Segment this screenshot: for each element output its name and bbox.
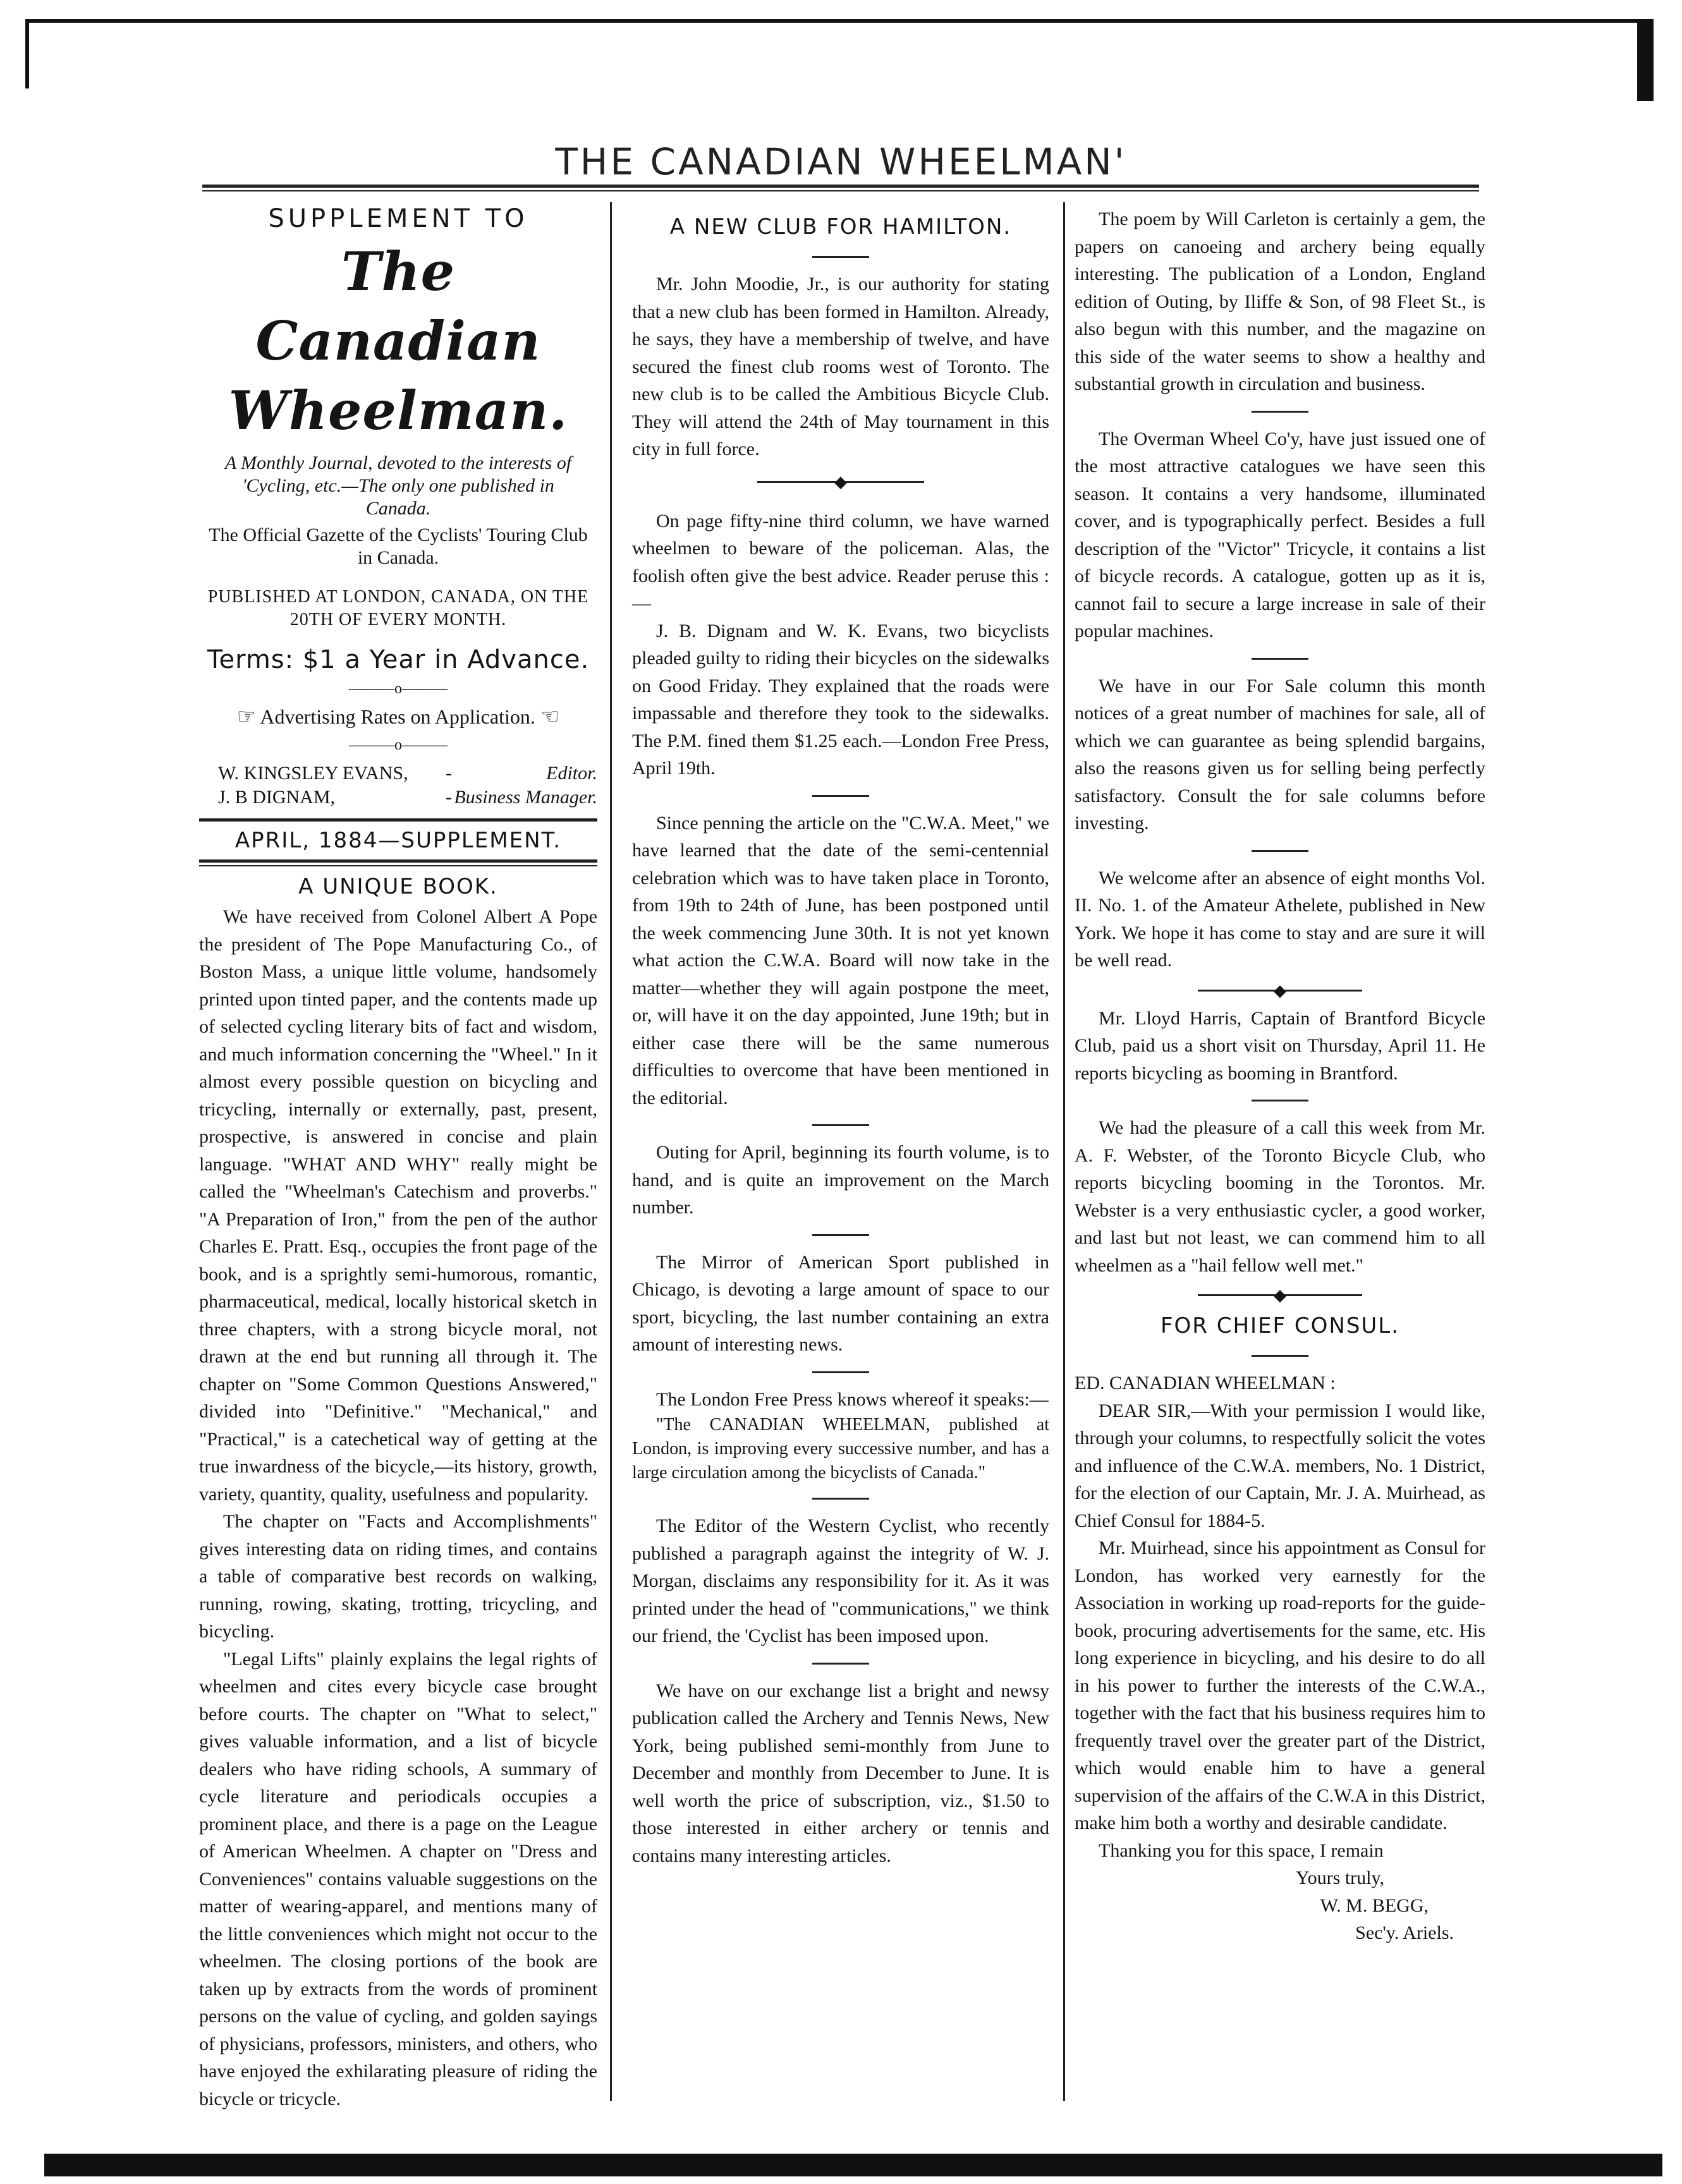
divider-o-2: o: [394, 737, 402, 753]
supplement-heading: SUPPLEMENT TO: [268, 204, 528, 233]
article-title-unique-book: A UNIQUE BOOK.: [298, 874, 498, 899]
cwa-meet-paragraph: Since penning the article on the "C.W.A. Meet," we have learned that the date of the semi-centennial celebration which was to have taken place in Toronto, from 19th to 24th of June, has been postponed until the week commencing June 30th. It is not yet known what action the C.W.A. Board will now take in the matter—whether they will again postpone the meet, or, will have it on the day appointed, June 19th; but in either case there will be the same numerous difficulties to overcome that have been mentioned in the editorial.: [632, 812, 1049, 1108]
mirror-sport-paragraph: The Mirror of American Sport published in Chicago, is devoting a large amount of space to our sport, bicycling, the last number containing an extra amount of interesting news.: [632, 1251, 1049, 1355]
column-2: [632, 205, 1049, 1869]
consul-paragraph-1: DEAR SIR,—With your permission I would like, through your columns, to respectfully solicit the votes and influence of the C.W.A. members, No. 1 District, for the election of our Captain, Mr. J. A. Muirhead, as Chief Consul for 1884-5.: [1075, 1400, 1485, 1531]
head-rule-thin: [202, 190, 1479, 191]
for-sale-paragraph: We have in our For Sale column this month notices of a great number of machines for sale, all of which we can guarantee as being splendid bargains, also the reasons given us for selling being perfectly satisfactory. Consult the for sale columns before investing.: [1075, 675, 1485, 834]
editor-dash: -: [446, 763, 452, 784]
pointing-hand-left-icon: ☜: [540, 705, 560, 729]
divider-o: o: [394, 681, 402, 697]
section-rule-10: [1252, 1100, 1308, 1101]
column-divider-right: [1063, 202, 1065, 2101]
section-rule-6: [812, 1663, 869, 1665]
official-gazette-line: The Official Gazette of the Cyclists' Touring Club in Canada.: [209, 524, 588, 568]
police-paragraph-2: J. B. Dignam and W. K. Evans, two bicyclists pleaded guilty to riding their bicycles on the sidewalks on Good Friday. They explained that the roads were impassable and therefore they took to the sidewalks. The P.M. fined them $1.25 each.—London Free Press, April 19th.: [632, 620, 1049, 779]
poem-paragraph: The poem by Will Carleton is certainly a gem, the papers on canoeing and archery being equally interesting. The publication of a London, England edition of Outing, by Iliffe & Son, of 98 Fleet St., is also begun with this number, and the magazine on this side of the water seems to show a healthy and substantial growth in circulation and business.: [1075, 209, 1485, 394]
section-rule-5: [812, 1498, 869, 1500]
section-rule-3: [812, 1234, 869, 1236]
page-border-bottom: [44, 2154, 1662, 2176]
archery-news-paragraph: We have on our exchange list a bright and newsy publication called the Archery and Tennis News, New York, being published semi-monthly from June to December and monthly from December to June. It is well worth the price of subscription, viz., $1.50 to those interested in either archery or tennis and contains many interesting articles.: [632, 1680, 1049, 1866]
section-rule-8: [1252, 658, 1308, 660]
page-border-left: [25, 19, 29, 88]
advertising-line: [199, 704, 597, 730]
section-rule-7: [1252, 411, 1308, 413]
subscription-terms: Terms: $1 a Year in Advance.: [207, 645, 590, 674]
hamilton-paragraph: Mr. John Moodie, Jr., is our authority for stating that a new club has been formed in Hamilton. Already, he says, they have a membership of twelve, and have secured the finest club rooms west of Toronto. The new club is to be called the Ambitious Bicycle Club. They will attend the 24th of May tournament in this city in full force.: [632, 274, 1049, 459]
unique-book-paragraph-2: The chapter on "Facts and Accomplishments" gives interesting data on riding times, and contains a table of comparative best records on walking, running, rowing, skating, trotting, tricycling, and bicycling.: [199, 1511, 597, 1642]
editor-name: W. KINGSLEY EVANS,: [218, 763, 408, 784]
letter-salutation: ED. CANADIAN WHEELMAN :: [1075, 1373, 1336, 1393]
unique-book-paragraph-1: We have received from Colonel Albert A Pope the president of The Pope Manufacturing Co., of Boston Mass, a unique little volume, handsomely printed upon tinted paper, and the contents made up of selected cycling literary bits of fact and wisdom, and much information concerning the "Wheel." In it almost every possible question on bicycling and tricycling, internally or externally, past, present, prospective, is answered in concise and plain language. "WHAT AND WHY" really might be called the "Wheelman's Catechism and proverbs." "A Preparation of Iron," from the pen of the author Charles E. Pratt. Esq., occupies the front page of the book, and is a sprightly semi-humorous, romantic, pharmaceutical, medical, locally historical sketch in three chapters, with a strong bicycle moral, not drawn at the end but running all through it. The chapter on "Some Common Questions Answered," divided into "Definitive." "Mechanical," and "Practical," is a catechetical way of getting at the true inwardness of the bicycle,—its history, growth, variety, quantity, quality, usefulness and popularity.: [199, 906, 597, 1505]
dateline-rule-thin: [199, 865, 597, 866]
staff-list: [199, 761, 597, 810]
title-rule-2: [1252, 1355, 1308, 1357]
title-rule: [812, 256, 869, 258]
outing-paragraph: Outing for April, beginning its fourth volume, is to hand, and is quite an improvement on the March number.: [632, 1142, 1049, 1218]
free-press-paragraph: The London Free Press knows whereof it speaks:—: [656, 1388, 1049, 1410]
harris-paragraph: Mr. Lloyd Harris, Captain of Brantford Bicycle Club, paid us a short visit on Thursday, April 11. He reports bicycling as booming in Brantford.: [1075, 1007, 1485, 1084]
overman-paragraph: The Overman Wheel Co'y, have just issued one of the most attractive catalogues we have seen this season. It contains a very handsome, illuminated cover, and is typographically perfect. Besides a full description of the "Victor" Tricycle, it contains a list of bicycle records. A catalogue, gotten up as it is, cannot fail to secure a large increase in sale of their popular machines.: [1075, 428, 1485, 641]
ornamental-divider-2: [1075, 986, 1485, 995]
police-paragraph-1: On page fifty-nine third column, we have warned wheelmen to beware of the policeman. Alas, the foolish often give the best advice. Reader peruse this :—: [632, 510, 1049, 614]
manager-name: J. B DIGNAM,: [218, 787, 336, 808]
manager-dash: -: [446, 787, 452, 808]
publication-schedule: PUBLISHED AT LONDON, CANADA, ON THE 20TH OF EVERY MONTH.: [207, 586, 589, 629]
column-divider-left: [610, 202, 612, 2101]
sign-off: Yours truly,: [1295, 1867, 1384, 1888]
masthead-tagline: A Monthly Journal, devoted to the interests of 'Cycling, etc.—The only one published in Canada.: [224, 452, 572, 519]
column-3: [1075, 205, 1485, 1947]
divider-ornament-2: ———o———: [349, 737, 448, 753]
divider-ornament: ———o———: [349, 681, 448, 697]
editor-role: Editor.: [546, 763, 597, 784]
advertising-text: Advertising Rates on Application.: [260, 705, 535, 728]
amateur-athlete-paragraph: We welcome after an absence of eight months Vol. II. No. 1. of the Amateur Athelete, published in New York. We hope it has come to stay and are sure it will be well read.: [1075, 867, 1485, 971]
section-rule-1: [812, 795, 869, 797]
section-rule-2: [812, 1124, 869, 1126]
signature-name: W. M. BEGG,: [1320, 1895, 1429, 1916]
pointing-hand-icon: ☞: [236, 705, 257, 729]
free-press-quote: "The CANADIAN WHEELMAN, published at London, is improving every successive number, and has a large circulation among the bicyclists of Canada.": [632, 1415, 1049, 1483]
article-title-hamilton: A NEW CLUB FOR HAMILTON.: [669, 214, 1012, 240]
head-rule-thick: [202, 185, 1479, 188]
manager-role: Business Manager.: [454, 787, 597, 808]
signature-title: Sec'y. Ariels.: [1355, 1922, 1454, 1943]
staff-editor-row: [199, 761, 597, 786]
dateline-rule-thick: [199, 859, 597, 863]
consul-paragraph-3: Thanking you for this space, I remain: [1099, 1840, 1384, 1861]
webster-paragraph: We had the pleasure of a call this week from Mr. A. F. Webster, of the Toronto Bicycle Club, who reports bicycling booming in the Torontos. Mr. Webster is a very enthusiastic cycler, a good worker, and last but not least, we can commend him to all wheelmen as a "hail fellow well met.": [1075, 1117, 1485, 1276]
masthead-title: The Canadian Wheelman.: [228, 240, 568, 442]
column-1: [199, 205, 597, 2113]
ornamental-divider: [632, 477, 1049, 486]
staff-manager-row: [199, 786, 597, 810]
masthead-rule: [199, 818, 597, 822]
section-rule-4: [812, 1371, 869, 1373]
running-head: THE CANADIAN WHEELMAN': [555, 140, 1127, 183]
page-border-top: [25, 19, 1637, 23]
consul-paragraph-2: Mr. Muirhead, since his appointment as Consul for London, has worked very earnestly for the Association in working up road-reports for the guide-book, procuring advertisements for the same, etc. His long experience in bicycling, and his desire to do all in his power to further the interests of the C.W.A., together with the fact that his business requires him to frequently travel over the greater part of the District, which would enable him to have a general supervision of the affairs of the C.W.A in this District, make him both a worthy and desirable candidate.: [1075, 1538, 1485, 1833]
ornamental-divider-3: [1075, 1290, 1485, 1299]
unique-book-paragraph-3: "Legal Lifts" plainly explains the legal rights of wheelmen and cites every bicycle case brought before courts. The chapter on "What to select," gives valuable information, and a list of bicycle dealers who have riding schools, A summary of cycle literature and periodicals occupies a prominent place, and there is a page on the League of American Wheelmen. A chapter on "Dress and Conveniences" contains valuable suggestions on the matter of wearing-apparel, and mentions many of the little conveniences which might not occur to the wheelmen. The closing portions of the book are taken up by extracts from the words of prominent persons on the value of cycling, and golden sayings of physicians, professors, ministers, and others, who have enjoyed the exhilarating pleasure of riding the bicycle or tricycle.: [199, 1648, 597, 2109]
page-border-right: [1637, 19, 1654, 101]
article-title-chief-consul: FOR CHIEF CONSUL.: [1160, 1313, 1400, 1338]
section-rule-9: [1252, 850, 1308, 852]
issue-dateline: APRIL, 1884—SUPPLEMENT.: [235, 828, 562, 853]
western-cyclist-paragraph: The Editor of the Western Cyclist, who recently published a paragraph against the integrity of W. J. Morgan, disclaims any responsibility for it. As it was printed under the head of "communications," we think our friend, the 'Cyclist has been imposed upon.: [632, 1515, 1049, 1646]
